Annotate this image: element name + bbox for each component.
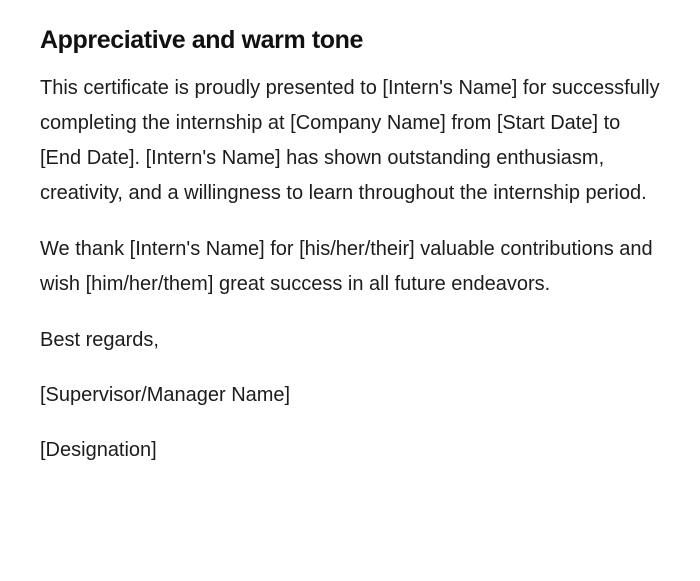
closing-line: Best regards, — [40, 329, 159, 351]
thanks-paragraph: We thank [Intern's Name] for [his/her/their] valuable contributions and wish [him/her/them] great success in all future endeavors. — [40, 238, 653, 295]
signatory-designation: [Designation] — [40, 439, 157, 461]
document-body — [40, 22, 660, 489]
document-heading: Appreciative and warm tone — [40, 26, 364, 54]
signatory-name: [Supervisor/Manager Name] — [40, 384, 291, 406]
certificate-paragraph: This certificate is proudly presented to [Intern's Name] for successfully completing the internship at [Company Name] from [Start Date] to [End Date]. [Intern's Name] has shown outstanding enthusiasm, creativity, and a willingness to learn throughout the internship period. — [40, 77, 660, 204]
